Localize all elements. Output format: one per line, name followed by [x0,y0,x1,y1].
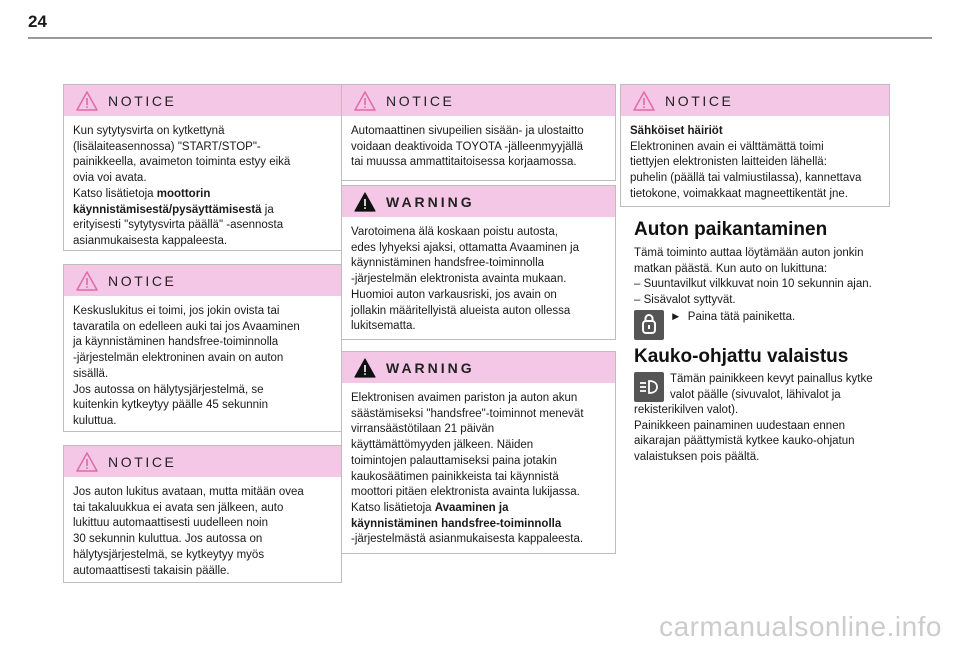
text-line: virransäästötilaan 21 päivän [351,423,495,436]
notice-title: NOTICE [108,453,177,470]
lock-locator-button-icon [634,310,664,340]
text-line: Varotoimena älä koskaan poistu autosta, [351,226,558,238]
notice-body [342,116,615,181]
notice-body [64,296,341,440]
notice-header [342,85,615,116]
text-line: Automaattinen sivupeilien sisään- ja ulostaitto [351,125,584,137]
text-line: lukitsematta. [351,320,416,333]
remote-lighting-text-side [670,372,873,403]
text-line: Kun sytytysvirta on kytkettynä [73,125,225,137]
text-line: matkan päästä. Kun auto on lukittuna: [634,262,828,275]
text-line: Katso lisätietoja Avaaminen ja [351,501,509,514]
text-line: sisällä. [73,367,109,380]
text-line: käynnistäminen handsfree-toiminnolla [351,517,562,530]
text-line: rekisterikilven valot). [634,404,739,416]
warning-triangle-icon [76,271,98,291]
text-line: Elektronisen avaimen pariston ja auton akun [351,392,578,404]
text-line: edes lyhyeksi ajaksi, ottamatta Avaaminen ja [351,241,579,254]
vehicle-locator-text [634,246,904,309]
text-line: käynnistäminen handsfree-toiminnolla [351,257,545,270]
text-line: Huomioi auton varkausriski, jos avain on [351,288,557,301]
text-line: 30 sekunnin kuluttua. Jos autossa on [73,533,263,546]
text-line: käyttämättömyyden jälkeen. Näiden [351,439,534,452]
text-line: ovia voi avata. [73,172,147,185]
remote-lighting-text [634,403,904,466]
text-line: puhelin (päällä tai valmiustilassa), kannettava [630,172,862,185]
text-line: Painikkeen painaminen uudestaan ennen [634,419,845,432]
text-line: Sähköiset häiriöt [630,125,723,137]
text-line: jollakin määritellyistä alueista auton ollessa [351,304,571,317]
watermark: carmanualsonline.info [659,611,942,642]
text-line: -järjestelmän elektroninen avain on auton [73,352,284,365]
text-line: (lisälaiteasennossa) "START/STOP"- [73,140,261,153]
text-line: – Sisävalot syttyvät. [634,294,736,307]
headlamp-button-icon [634,372,664,402]
text-line: säästämiseksi "handsfree"-toiminnot menevät [351,407,584,420]
section-title-vehicle-locator: Auton paikantaminen [634,219,828,240]
text-line: valaistuksen pois päältä. [634,451,760,464]
notice-header [64,265,341,296]
text-line: tietokone, voimakkaat magneettikentät jne. [630,187,848,200]
notice-title: NOTICE [386,92,455,109]
warning-box-battery [341,351,616,554]
arrow-right-icon: ► [670,311,682,323]
header-rule [28,37,932,39]
text-line: erityisesti "sytytysvirta päällä" -asennosta [73,219,284,232]
warning-box-leave-car [341,185,616,340]
notice-body [621,116,889,213]
text-line: tavaratila on edelleen auki tai jos Avaaminen [73,320,300,333]
text-line: käynnistämisestä/pysäyttämisestä ja [73,203,274,216]
text-line: aikarajan päättymistä kytkee kauko-ohjatun [634,435,855,448]
warning-header [342,352,615,383]
text-line: -järjestelmästä asianmukaisesta kappaleesta. [351,533,584,546]
text-line: toimintojen palauttamiseksi paina jotakin [351,454,557,467]
section-title-remote-lighting: Kauko-ohjattu valaistus [634,346,849,367]
notice-box-keyless [63,84,342,251]
warning-triangle-icon [354,91,376,111]
notice-header [621,85,889,116]
warning-triangle-icon [76,452,98,472]
notice-title: NOTICE [108,272,177,289]
warning-triangle-icon [76,91,98,111]
notice-box-mirrors [341,84,616,181]
text-line: kaukosäätimen painikkeista tai käynnistä [351,470,559,483]
notice-header [64,446,341,477]
notice-box-interference [620,84,890,207]
text-line: tai muussa ammattitaitoisessa korjaamossa. [351,156,577,169]
text-line: – Suuntavilkut vilkkuvat noin 10 sekunnin ajan. [634,278,872,291]
text-line: automaattisesti takaisin päälle. [73,564,230,577]
text-line: ja käynnistäminen handsfree-toiminnolla [73,336,279,349]
text-line: Jos auton lukitus avataan, mutta mitään ovea [73,486,304,498]
notice-header [64,85,341,116]
text-line: painikkeella, avaimeton toiminta estyy eikä [73,156,291,169]
text-line: moottori pitäen elektronista avainta lukijassa. [351,486,580,499]
warning-title: WARNING [386,359,475,376]
text-line: Elektroninen avain ei välttämättä toimi [630,140,824,153]
text-line: tai takaluukkua ei avata sen jälkeen, auto [73,501,284,514]
text-line: asianmukaisesta kappaleesta. [73,234,228,247]
warning-triangle-icon [633,91,655,111]
locator-instruction [670,310,795,326]
text-line: kuitenkin kytkeytyy päälle 45 sekunnin [73,399,268,412]
notice-body [64,116,341,260]
text-line: Keskuslukitus ei toimi, jos jokin ovista tai [73,305,280,317]
text-line: -järjestelmän elektronista avainta mukaan. [351,273,567,286]
text-line: valot päälle (sivuvalot, lähivalot ja [670,388,841,401]
text-line: voidaan deaktivoida TOYOTA -jälleenmyyjällä [351,140,584,153]
warning-body [342,217,615,345]
text-line: Katso lisätietoja moottorin [73,187,211,200]
warning-body [342,383,615,558]
page-number: 24 [28,12,47,31]
text-line: ► Paina tätä painiketta. [670,311,796,323]
text-line: hälytysjärjestelmä, se kytkeytyy myös [73,548,265,561]
notice-body [64,477,341,589]
notice-box-relock [63,445,342,583]
warning-filled-icon [354,192,376,212]
text-line: Tämän painikkeen kevyt painallus kytke [670,373,873,385]
text-line: tiettyjen elektronisten laitteiden lähellä: [630,156,827,169]
warning-filled-icon [354,358,376,378]
text-line: Tämä toiminto auttaa löytämään auton jonkin [634,247,864,259]
notice-box-central-locking [63,264,342,432]
text-line: kuluttua. [73,414,117,427]
warning-title: WARNING [386,193,475,210]
text-line: Jos autossa on hälytysjärjestelmä, se [73,383,264,396]
notice-title: NOTICE [665,92,734,109]
warning-header [342,186,615,217]
text-line: lukittuu automaattisesti uudelleen noin [73,517,268,530]
notice-title: NOTICE [108,92,177,109]
